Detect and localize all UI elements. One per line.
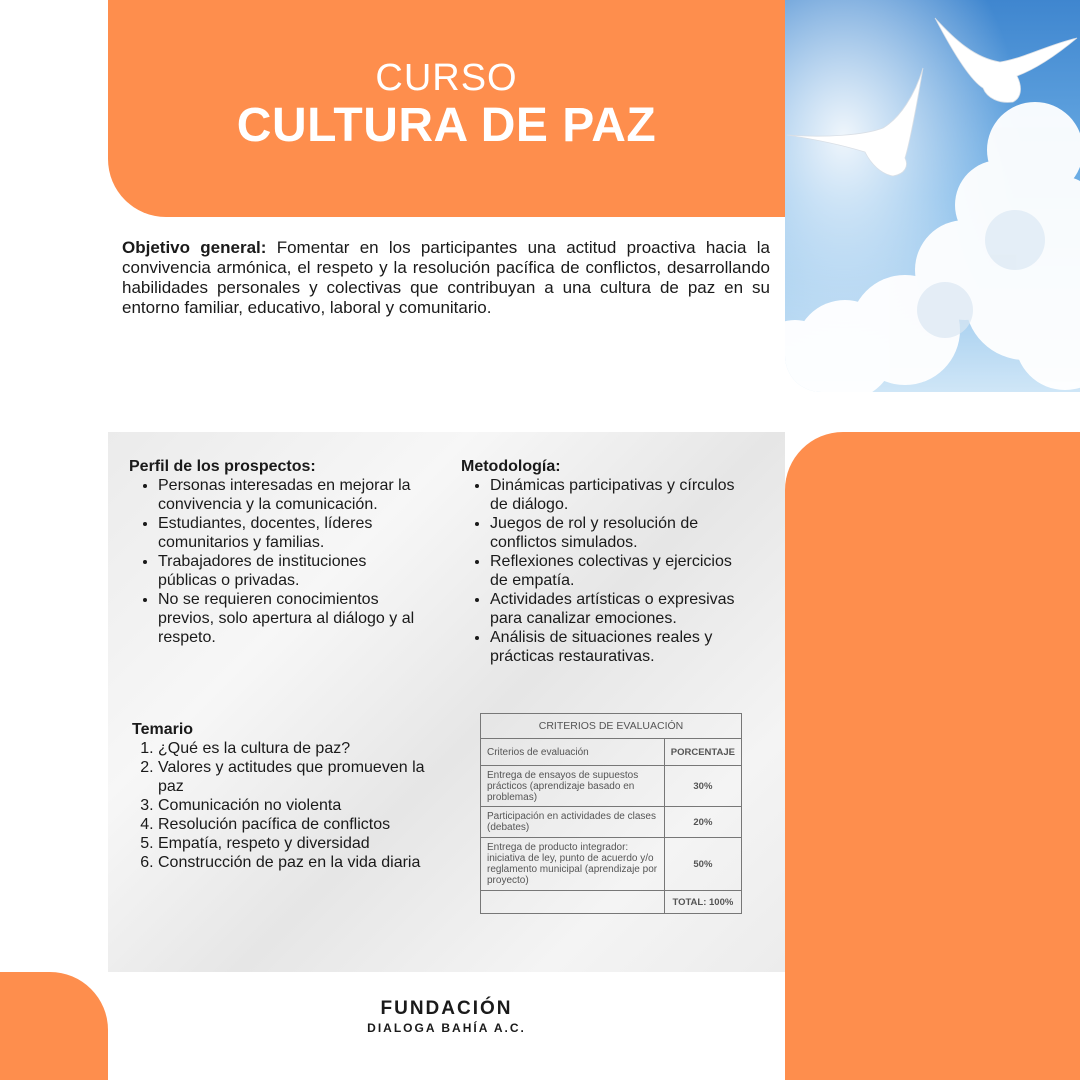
table-row (481, 766, 742, 807)
list-item: • Actividades artísticas o expresivas para canalizar emociones. (490, 590, 741, 628)
column-header-percent: PORCENTAJE (664, 739, 741, 766)
sky-doves-photo (785, 0, 1080, 392)
list-item: 6. Construcción de paz en la vida diaria (158, 853, 432, 872)
methodology-list (461, 476, 741, 666)
criterion-cell: Participación en actividades de clases (debates) (481, 807, 665, 838)
table-title: CRITERIOS DE EVALUACIÓN (481, 714, 742, 739)
foundation-logo (108, 998, 785, 1036)
table-total-row (481, 891, 742, 914)
objective-text: Fomentar en los participantes una actitud proactiva hacia la convivencia armónica, el respeto y la resolución pacífica de conflictos, desarrollando habilidades personales y colectivas que contribuyan a una cultura de paz en su entorno familiar, educativo, laboral y comunitario. (122, 238, 770, 317)
sky-illustration (785, 0, 1080, 392)
objective-label: Objetivo general: (122, 238, 267, 257)
list-item: 1. ¿Qué es la cultura de paz? (158, 739, 432, 758)
list-item: 5. Empatía, respeto y diversidad (158, 834, 432, 853)
syllabus (132, 720, 432, 872)
list-item: 2. Valores y actitudes que promueven la paz (158, 758, 432, 796)
table-header-row (481, 739, 742, 766)
title-main: CULTURA DE PAZ (236, 99, 657, 152)
percent-cell: 20% (664, 807, 741, 838)
table-title-row (481, 714, 742, 739)
list-item: • Trabajadores de instituciones públicas o privadas. (158, 552, 429, 590)
evaluation-table (480, 713, 742, 914)
table-row (481, 838, 742, 891)
list-item: • No se requieren conocimientos previos, solo apertura al diálogo y al respeto. (158, 590, 429, 647)
methodology-title: Metodología: (461, 458, 561, 475)
empty-cell (481, 891, 665, 914)
profile-title: Perfil de los prospectos: (129, 458, 316, 475)
syllabus-title: Temario (132, 721, 194, 738)
general-objective (122, 238, 770, 318)
list-item: 4. Resolución pacífica de conflictos (158, 815, 432, 834)
syllabus-list (132, 739, 432, 872)
list-item: • Personas interesadas en mejorar la convivencia y la comunicación. (158, 476, 429, 514)
total-cell: TOTAL: 100% (664, 891, 741, 914)
profile-list (129, 476, 429, 647)
criterion-cell: Entrega de ensayos de supuestos prácticos (aprendizaje basado en problemas) (481, 766, 665, 807)
corner-accent-block (0, 972, 108, 1080)
list-item: • Juegos de rol y resolución de conflictos simulados. (490, 514, 741, 552)
table-row (481, 807, 742, 838)
methodology (461, 457, 741, 666)
list-item: • Reflexiones colectivas y ejercicios de empatía. (490, 552, 741, 590)
column-header-criteria: Criterios de evaluación (481, 739, 665, 766)
percent-cell: 50% (664, 838, 741, 891)
foundation-subtitle: DIALOGA BAHÍA A.C. (367, 1021, 526, 1035)
course-title (108, 58, 785, 154)
percent-cell: 30% (664, 766, 741, 807)
list-item: 3. Comunicación no violenta (158, 796, 432, 815)
criterion-cell: Entrega de producto integrador: iniciativa de ley, punto de acuerdo y/o reglamento municipal (aprendizaje por proyecto) (481, 838, 665, 891)
side-accent-block (785, 432, 1080, 1080)
title-prefix: CURSO (375, 57, 518, 99)
foundation-name: FUNDACIÓN (380, 998, 513, 1019)
prospect-profile (129, 457, 429, 647)
list-item: • Dinámicas participativas y círculos de diálogo. (490, 476, 741, 514)
list-item: • Estudiantes, docentes, líderes comunitarios y familias. (158, 514, 429, 552)
list-item: • Análisis de situaciones reales y prácticas restaurativas. (490, 628, 741, 666)
